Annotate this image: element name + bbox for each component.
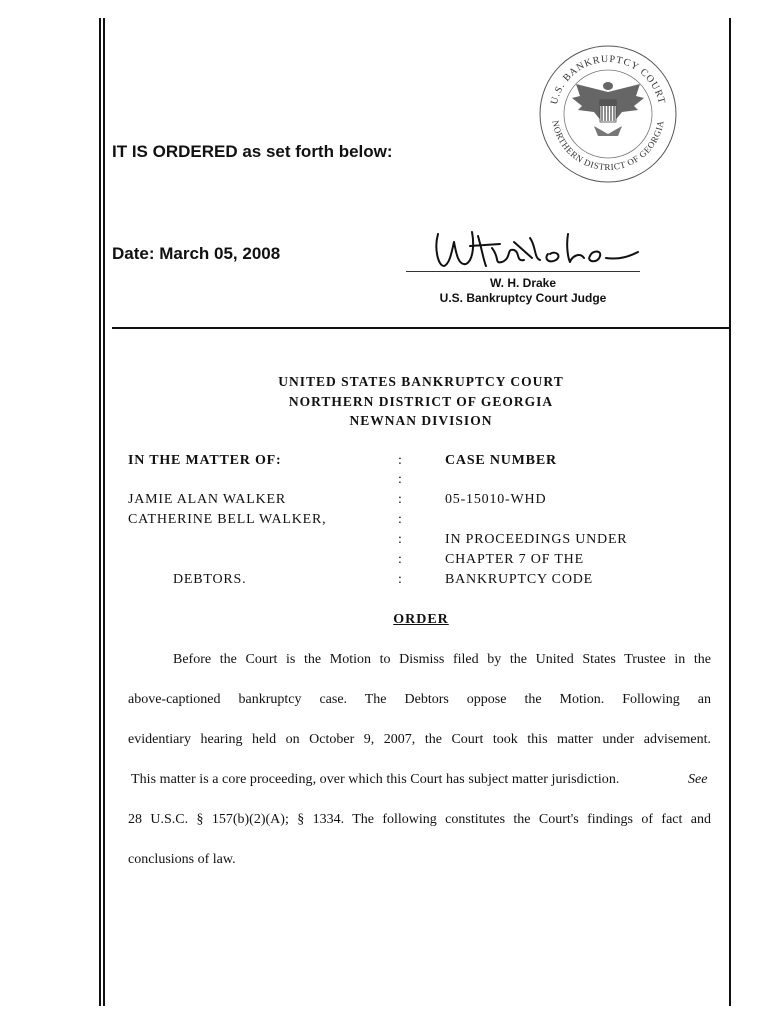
ordered-heading: IT IS ORDERED as set forth below: [112, 142, 393, 161]
case-number-label: CASE NUMBER [445, 453, 557, 468]
judge-name: W. H. Drake [489, 276, 557, 290]
body-line: 28 U.S.C. § 157(b)(2)(A); § 1334. The following constitutes the Court's findings of fact and [128, 812, 711, 827]
seal-top-text: U.S. BANKRUPTCY COURT [548, 53, 668, 106]
order-date: Date: March 05, 2008 [112, 244, 281, 263]
caption-colon: : [398, 512, 402, 527]
order-title: ORDER [393, 612, 449, 627]
caption-colon: : [398, 532, 402, 547]
proceedings-line-2: CHAPTER 7 OF THE [445, 552, 584, 567]
seal-bottom-text: NORTHERN DISTRICT OF GEORGIA [550, 119, 666, 173]
signature-line [406, 271, 640, 272]
court-division: NEWNAN DIVISION [349, 413, 493, 428]
case-number: 05-15010-WHD [445, 492, 547, 507]
debtors-label: DEBTORS. [173, 572, 247, 587]
debtor-name-2: CATHERINE BELL WALKER, [128, 512, 327, 527]
judge-signature [430, 228, 642, 274]
body-line: above-captioned bankruptcy case. The Debtors oppose the Motion. Following an [128, 692, 711, 707]
eagle-seal-icon [538, 44, 678, 184]
caption-colon: : [398, 492, 402, 507]
matter-label: IN THE MATTER OF: [128, 453, 282, 468]
margin-rule-left-outer [99, 18, 101, 1006]
judge-title: U.S. Bankruptcy Court Judge [439, 291, 607, 305]
margin-rule-left-inner [103, 18, 105, 1006]
margin-rule-right [729, 18, 731, 1006]
svg-text:NORTHERN DISTRICT OF GEORGIA [550, 120, 665, 173]
debtor-name-1: JAMIE ALAN WALKER [128, 492, 287, 507]
body-line-citation-signal: See [688, 772, 708, 787]
caption-colon: : [398, 572, 402, 587]
body-line: Before the Court is the Motion to Dismiss filed by the United States Trustee in the [173, 652, 711, 667]
caption-colon: : [398, 472, 402, 487]
proceedings-line-3: BANKRUPTCY CODE [445, 572, 593, 587]
proceedings-line-1: IN PROCEEDINGS UNDER [445, 532, 628, 547]
caption-colon: : [398, 552, 402, 567]
body-line: This matter is a core proceeding, over which this Court has subject matter jurisdiction. [131, 772, 620, 787]
header-divider [112, 327, 730, 329]
court-district: NORTHERN DISTRICT OF GEORGIA [288, 394, 554, 409]
caption-colon: : [398, 453, 402, 468]
body-line: evidentiary hearing held on October 9, 2007, the Court took this matter under advisement. [128, 732, 711, 747]
body-line: conclusions of law. [128, 852, 236, 867]
court-name: UNITED STATES BANKRUPTCY COURT [278, 374, 564, 389]
